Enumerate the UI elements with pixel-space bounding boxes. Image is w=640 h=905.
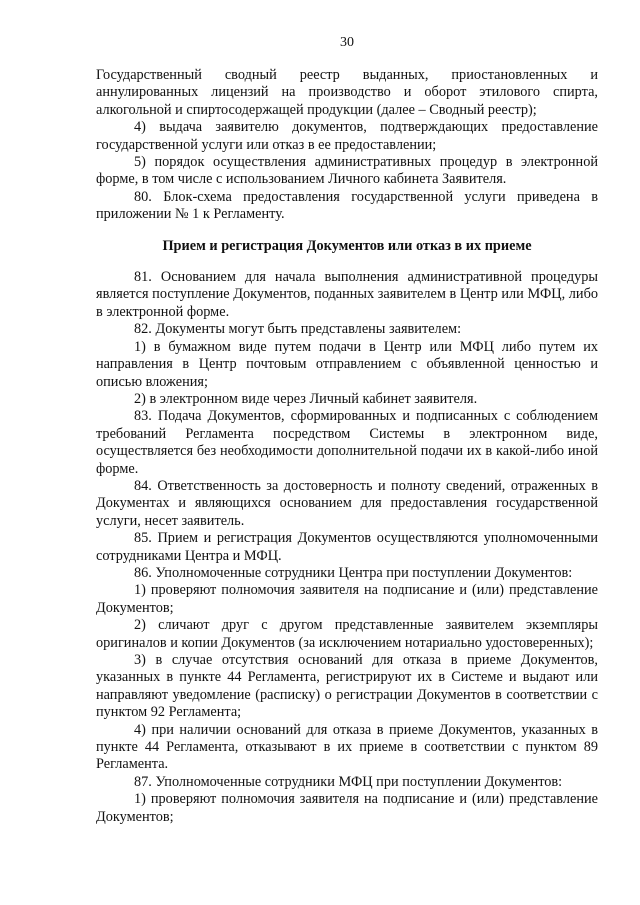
paragraph: 84. Ответственность за достоверность и полноту сведений, отраженных в Документах и являющихся основанием для предоставления государственной услуги, несет заявитель. — [96, 477, 598, 529]
page-number: 30 — [340, 35, 354, 50]
paragraph: 1) проверяют полномочия заявителя на подписание и (или) представление Документов; — [96, 582, 598, 616]
paragraph: 87. Уполномоченные сотрудники МФЦ при поступлении Документов: — [134, 773, 563, 790]
section-heading: Прием и регистрация Документов или отказ в их приеме — [162, 237, 532, 254]
paragraph: 5) порядок осуществления административных процедур в электронной форме, в том числе с использованием Личного кабинета Заявителя. — [96, 154, 598, 188]
paragraph: 82. Документы могут быть представлены заявителем: — [134, 321, 462, 338]
document-body — [96, 67, 598, 826]
paragraph: 85. Прием и регистрация Документов осуществляются уполномоченными сотрудниками Центра и МФЦ. — [96, 530, 598, 564]
paragraph: 83. Подача Документов, сформированных и подписанных с соблюдением требований Регламента посредством Системы в электронном виде, осуществляется без необходимости дополнительной подачи их в какой-либо иной форме. — [96, 408, 598, 477]
paragraph: 1) в бумажном виде путем подачи в Центр или МФЦ либо путем их направления в Центр почтовым отправлением с объявленной ценностью и описью вложения; — [96, 338, 598, 390]
paragraph: 80. Блок-схема предоставления государственной услуги приведена в приложении № 1 к Регламенту. — [96, 188, 598, 223]
paragraph: 2) в электронном виде через Личный кабинет заявителя. — [134, 390, 478, 407]
paragraph: 4) при наличии оснований для отказа в приеме Документов, указанных в пункте 44 Регламента, отказывают в их приеме в соответствии с пунктом 89 Регламента. — [96, 721, 598, 773]
paragraph: 81. Основанием для начала выполнения административной процедуры является поступление Документов, поданных заявителем в Центр или МФЦ, либо в электронной форме. — [96, 269, 598, 320]
paragraph: 4) выдача заявителю документов, подтверждающих предоставление государственной услуги или отказ в ее предоставлении; — [96, 119, 598, 153]
paragraph: 86. Уполномоченные сотрудники Центра при поступлении Документов: — [134, 564, 573, 581]
paragraph: 2) сличают друг с другом представленные заявителем экземпляры оригиналов и копии Документов (за исключением нотариально удостоверенных); — [96, 617, 598, 651]
paragraph: 1) проверяют полномочия заявителя на подписание и (или) представление Документов; — [96, 791, 598, 825]
paragraph: 3) в случае отсутствия оснований для отказа в приеме Документов, указанных в пункте 44 Регламента, регистрируют их в Системе и выдают или направляют уведомление (расписку) о регистрации Документов в соответствии с пунктом 92 Регламента; — [96, 652, 598, 721]
paragraph: Государственный сводный реестр выданных, приостановленных и аннулированных лицензий на производство и оборот этилового спирта, алкогольной и спиртосодержащей продукции (далее – Сводный реестр); — [96, 67, 598, 118]
